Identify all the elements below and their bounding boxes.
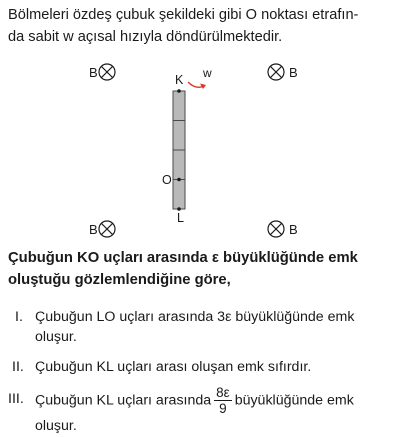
field-into-page-bottom-left [89,221,115,237]
statement-3-line-1-after: büyüklüğünde emk [234,392,354,409]
rotation-arrow-icon [188,82,206,89]
field-into-page-top-left [89,64,115,80]
statement-3-line-2: oluşur. [35,418,77,434]
fraction-denominator: 9 [219,401,227,416]
statement-3-numeral: III. [8,391,24,407]
angular-speed-label: w [203,66,212,80]
field-label-bottom-left: B [89,222,98,237]
point-k-dot [177,89,181,93]
field-into-page-bottom-right [268,221,298,237]
label-o: O [162,173,172,187]
statement-3 [8,385,403,433]
statement-3-text [35,385,375,436]
statement-1-line-2: oluşur. [35,329,77,345]
statement-1-line-1: Çubuğun LO uçları arasında 3ε büyüklüğünde emk [35,309,355,325]
statement-1-text [35,307,375,347]
label-k: K [175,73,184,87]
field-into-page-top-right [268,64,298,80]
point-o-dot [177,178,181,182]
statement-1 [8,307,403,351]
field-label-top-left: B [89,65,98,80]
rod [173,89,185,211]
question-line-1: Çubuğun KO uçları arasında ε büyüklüğünde emk [8,250,358,266]
intro-line-1: Bölmeleri özdeş çubuk şekildeki gibi O noktası etrafın- [8,7,359,23]
field-label-top-right: B [289,65,298,80]
statement-3-line-1-before: Çubuğun KL uçları arasında [35,392,212,409]
intro-line-2: da sabit w açısal hızıyla döndürülmektedir. [8,29,283,45]
field-label-bottom-right: B [289,222,298,237]
statement-1-numeral: I. [15,309,23,325]
statement-2 [8,357,403,379]
label-l: L [177,211,184,225]
statement-2-line-1: Çubuğun KL uçları arası oluşan emk sıfırdır. [35,359,312,375]
question-text [8,247,403,291]
fraction-numerator: 8ε [216,385,230,400]
fraction [214,385,232,416]
question-line-2: oluştuğu gözlemlendiğine göre, [8,272,231,288]
statement-2-numeral: II. [12,359,24,375]
intro-text [8,4,403,48]
